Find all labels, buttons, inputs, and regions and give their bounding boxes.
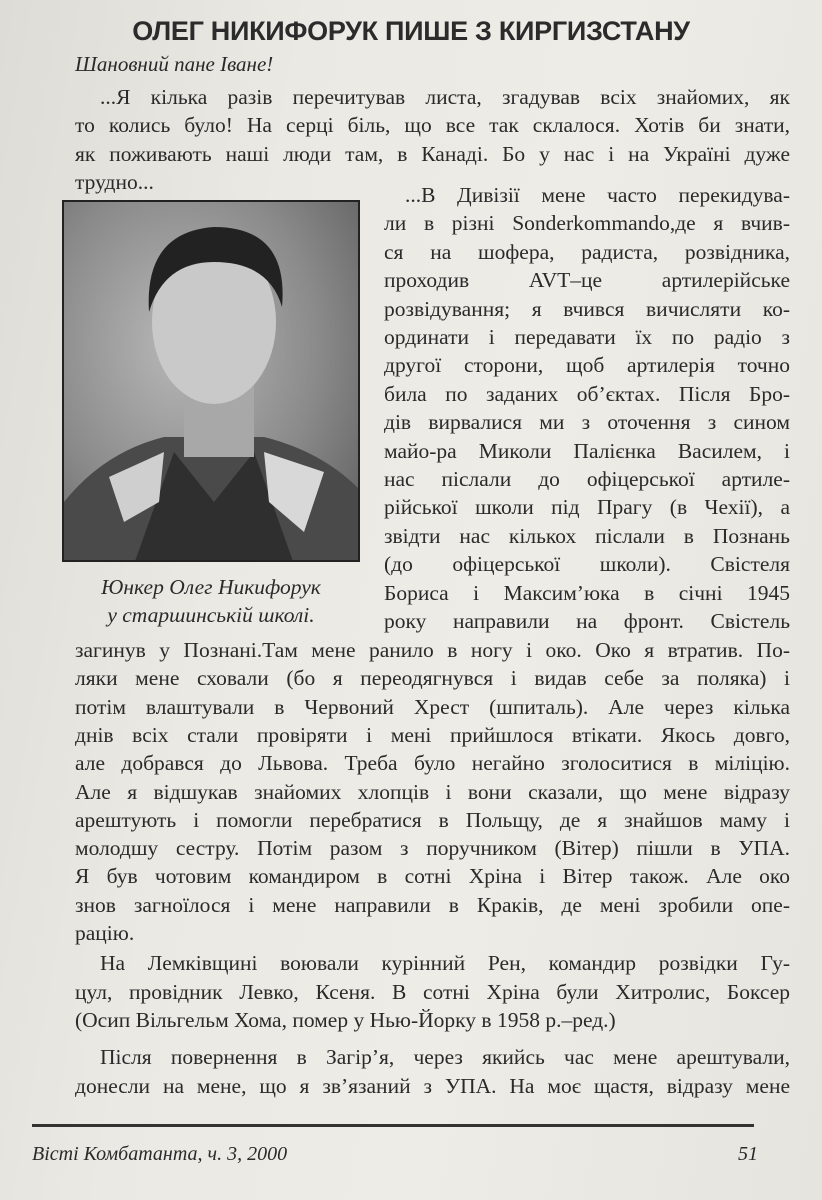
text-line: майо-ра Миколи Палієнка Василем, і <box>384 438 790 463</box>
text-line: днів всіх стали провіряти і мені прийшлося втікати. Якось довго, <box>75 722 790 747</box>
text-line: Бориса і Максим’юка в січні 1945 <box>384 580 790 605</box>
text-line: як поживають наші люди там, в Канаді. Бо у нас і на Україні дуже <box>75 141 790 166</box>
text-line: рацію. <box>75 921 135 945</box>
text-line: цул, провідник Левко, Ксеня. В сотні Хріна були Хитролис, Боксер <box>75 979 790 1004</box>
text-line: але добрався до Львова. Треба було негайно зголоситися в міліцію. <box>75 751 790 776</box>
text-line: звідти нас кількох післали в Познань <box>384 523 790 548</box>
text-line: розвідування; я вчився вичисляти ко- <box>384 296 790 321</box>
text-line: знов загноїлося і мене направили в Краків, де мені зробили опе- <box>75 892 790 917</box>
text-line: На Лемківщині воювали курінний Рен, командир розвідки Гу- <box>100 951 790 975</box>
text-line: била по заданих об’єктах. Після Бро- <box>384 381 790 406</box>
text-line: Я був чотовим командиром в сотні Хріна і Вітер також. Але око <box>75 864 790 889</box>
text-line: потім влаштували в Червоний Хрест (шпиталь). Але через кілька <box>75 694 790 719</box>
text-line: трудно... <box>75 170 154 195</box>
publication-name: Вісті Комбатанта, ч. 3, 2000 <box>32 1143 288 1165</box>
photo-caption-line: у старшинській школі. <box>107 603 315 627</box>
text-line: року направили на фронт. Свістель <box>384 609 790 633</box>
text-line: донесли на мене, що я зв’язаний з УПА. На моє щастя, відразу мене <box>75 1073 790 1098</box>
text-line: (Осип Вільгельм Хома, помер у Нью-Йорку в 1958 р.–ред.) <box>75 1008 616 1032</box>
text-line: то колись було! На серці біль, що все так склалося. Хотів би знати, <box>75 113 790 138</box>
text-line: дів вирвалися ми з оточення з сином <box>384 410 790 435</box>
text-line: ся на шофера, радиста, розвідника, <box>384 239 790 264</box>
text-line: ляки мене сховали (бо я переодягнувся і видав себе за поляка) і <box>75 666 790 691</box>
text-line: Але я відшукав знайомих хлопців і вони сказали, що мене відразу <box>75 779 790 804</box>
text-line: проходив AVT–це артилерійське <box>384 268 790 293</box>
text-line: ...В Дивізії мене часто перекидува- <box>405 183 790 207</box>
article-title: ОЛЕГ НИКИФОРУК ПИШЕ З КИРГИЗСТАНУ <box>132 16 690 46</box>
salutation: Шановний пане Іване! <box>75 52 274 76</box>
text-line: загинув у Познані.Там мене ранило в ногу і око. Око я втратив. По- <box>75 638 790 662</box>
text-line: ли в різні Sonderkommando,де я вчив- <box>384 211 790 236</box>
text-line: ...Я кілька разів перечитував листа, згадував всіх знайомих, як <box>100 85 790 109</box>
portrait-silhouette-icon <box>64 202 360 562</box>
text-line: другої сторони, щоб артилерія точно <box>384 353 790 378</box>
text-line: молодшу сестру. Потім разом з поручником (Вітер) пішли в УПА. <box>75 836 790 861</box>
footer-divider <box>32 1124 754 1127</box>
photo-caption-line: Юнкер Олег Никифорук <box>101 575 321 599</box>
page-number: 51 <box>738 1143 758 1165</box>
text-line: нас післали до офіцерської артиле- <box>384 467 790 491</box>
portrait-photo <box>62 200 360 562</box>
text-line: (до офіцерської школи). Свістеля <box>384 552 790 577</box>
text-line: ординати і передавати їх по радіо з <box>384 325 790 349</box>
text-line: рійської школи під Прагу (в Чехії), а <box>384 495 790 520</box>
text-line: арештують і помогли перебратися в Польщу, де я знайшов маму і <box>75 807 790 832</box>
text-line: Після повернення в Загір’я, через якийсь час мене арештували, <box>100 1045 790 1069</box>
